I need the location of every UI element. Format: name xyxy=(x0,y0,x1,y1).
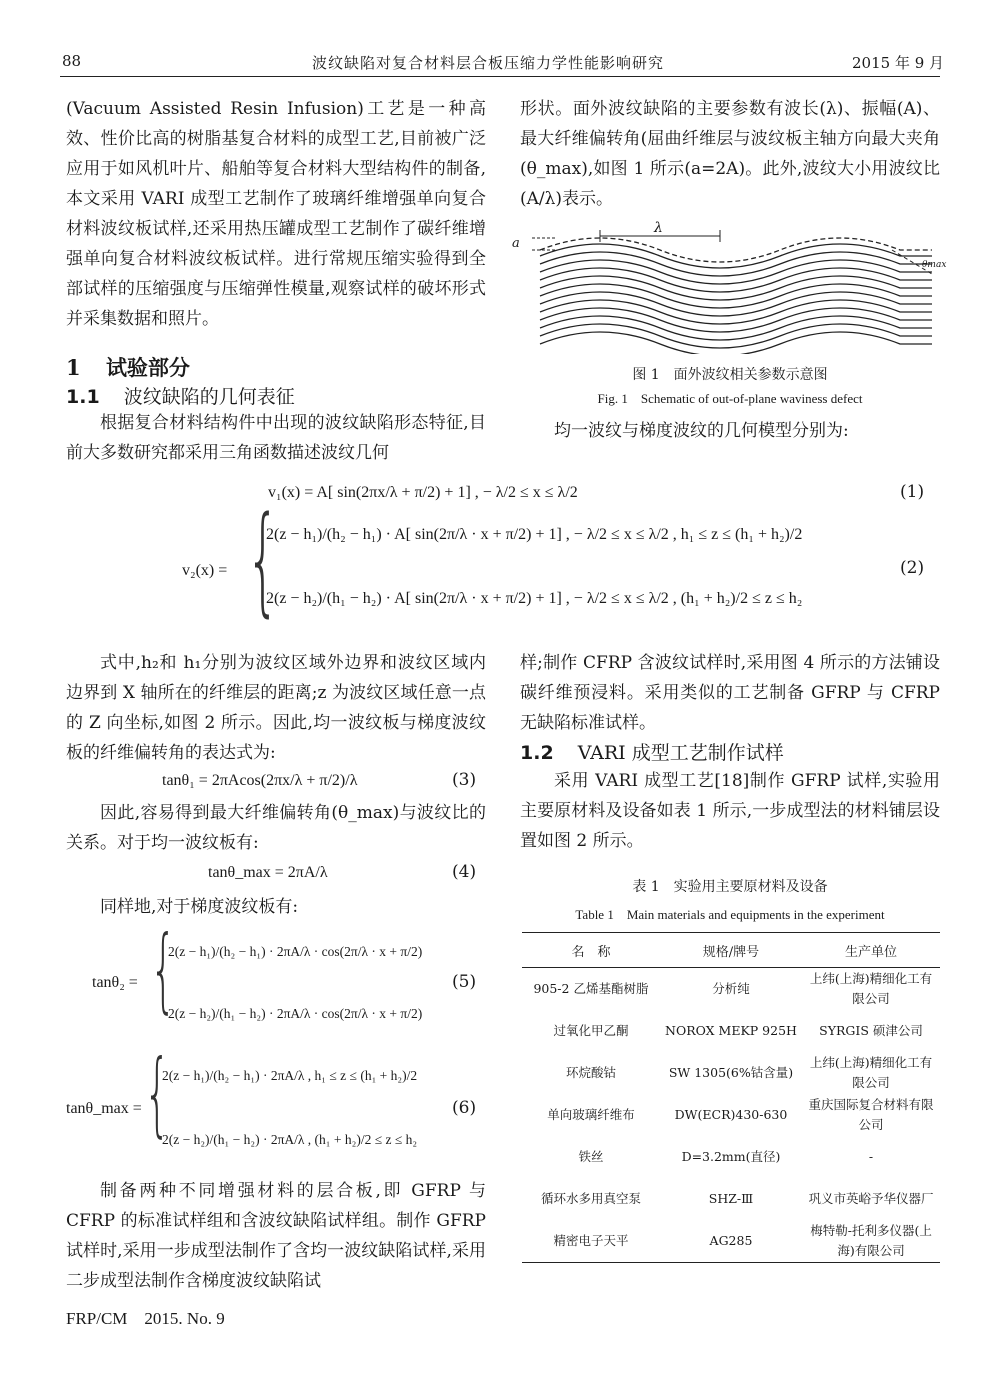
header-rule xyxy=(60,76,940,77)
table-row xyxy=(522,968,940,1011)
waviness-schematic xyxy=(512,224,947,354)
subsection-number-1-2: 1.2 xyxy=(520,742,554,764)
table-row xyxy=(522,1220,940,1263)
table-cell: 分析纯 xyxy=(712,981,750,996)
table-cell: D=3.2mm(直径) xyxy=(681,1149,781,1164)
gradient-intro-paragraph: 同样地,对于梯度波纹板有: xyxy=(100,897,299,917)
materials-table xyxy=(522,932,940,1263)
equation-6-number: (6) xyxy=(452,1098,477,1118)
cfrp-layup-paragraph: 样;制作 CFRP 含波纹试样时,采用图 4 所示的方法铺设碳纤维预浸料。采用类似的工艺制备 GFRP 与 CFRP 无缺陷标准试样。 xyxy=(520,653,940,733)
table-cell: 重庆国际复合材料有限公司 xyxy=(808,1097,934,1132)
table-cell: 单向玻璃纤维布 xyxy=(547,1107,635,1122)
table-header-row xyxy=(522,933,940,968)
a-label: a xyxy=(512,236,520,251)
equation-5-brace: { xyxy=(150,916,177,1023)
table-cell: - xyxy=(868,1149,874,1164)
figure-1-caption-en: Fig. 1 Schematic of out-of-plane waviness defect xyxy=(597,391,863,406)
equation-2-line-1: 2(z − h₁)/(h₂ − h₁) · A[ sin(2π/λ · x + π/2) + 1] , − λ/2 ≤ x ≤ λ/2 , h₁ ≤ z ≤ (h₁ + h₂)/2 xyxy=(266,526,803,543)
table-cell: 循环水多用真空泵 xyxy=(540,1191,641,1206)
table-1-caption-cn: 表 1 实验用主要原材料及设备 xyxy=(632,879,828,895)
subsection-title: 波纹缺陷的几何表征 xyxy=(123,386,295,408)
lambda-label: λ xyxy=(654,220,663,236)
table-cell: 905-2 乙烯基酯树脂 xyxy=(533,981,649,996)
table-cell: 精密电子天平 xyxy=(522,1220,660,1263)
equation-2-brace: { xyxy=(246,490,280,628)
table-cell: 巩义市英峪予华仪器厂 xyxy=(808,1191,934,1206)
max-angle-paragraph: 因此,容易得到最大纤维偏转角(θ_max)与波纹比的关系。对于均一波纹板有: xyxy=(66,803,486,853)
page-number: 88 xyxy=(62,52,82,70)
table-cell: 上纬(上海)精细化工有限公司 xyxy=(809,1055,933,1090)
figure-1-caption-cn: 图 1 面外波纹相关参数示意图 xyxy=(632,367,828,383)
table-header-name: 名 称 xyxy=(522,933,660,968)
section-title: 试验部分 xyxy=(105,355,190,380)
table-cell: 上纬(上海)精细化工有限公司 xyxy=(809,971,933,1006)
issue-date: 2015 年 9 月 xyxy=(852,54,945,72)
wavy-layer-1 xyxy=(540,238,932,262)
section-heading xyxy=(66,352,190,382)
table-header-spec: 规格/牌号 xyxy=(660,933,802,968)
table-cell: SYRGIS 硕津公司 xyxy=(819,1023,923,1038)
equation-6-line-2: 2(z − h₂)/(h₁ − h₂) · 2πA/λ , (h₁ + h₂)/2 ≤ z ≤ h₂ xyxy=(162,1132,418,1147)
equation-6-brace: { xyxy=(144,1040,171,1147)
equation-2-line-2: 2(z − h₂)/(h₁ − h₂) · A[ sin(2π/λ · x + π/2) + 1] , − λ/2 ≤ x ≤ λ/2 , (h₁ + h₂)/2 ≤ z ≤ h₂ xyxy=(266,590,803,607)
specimen-prep-paragraph: 制备两种不同增强材料的层合板,即 GFRP 与 CFRP 的标准试样组和含波纹缺陷试样组。制作 GFRP 试样时,采用一步成型法制作了含均一波纹缺陷试样,采用二步成型法制作含梯度波纹缺陷试 xyxy=(66,1181,486,1291)
equation-1-number: (1) xyxy=(900,482,925,502)
table-cell: 过氧化甲乙酮 xyxy=(553,1023,629,1038)
models-intro-paragraph: 均一波纹与梯度波纹的几何模型分别为: xyxy=(554,421,849,441)
section-number: 1 xyxy=(66,355,81,380)
waviness-params-paragraph: 形状。面外波纹缺陷的主要参数有波长(λ)、振幅(A)、最大纤维偏转角(屈曲纤维层与波纹板主轴方向最大夹角(θ_max),如图 1 所示(a=2A)。此外,波纹大小用波纹比(A/λ)表示。 xyxy=(520,99,940,209)
table-row xyxy=(522,1178,940,1220)
figure-1 xyxy=(512,220,947,354)
table-row xyxy=(522,1094,940,1136)
subsection-heading xyxy=(66,382,295,409)
table-cell: NOROX MEKP 925H xyxy=(665,1023,797,1038)
equation-3-number: (3) xyxy=(452,770,477,790)
geometry-paragraph: 根据复合材料结构件中出现的波纹缺陷形态特征,目前大多数研究都采用三角函数描述波纹几何 xyxy=(66,413,486,463)
vari-paragraph: 采用 VARI 成型工艺[18]制作 GFRP 试样,实验用主要原材料及设备如表 1 所示,一步成型法的材料铺层设置如图 2 所示。 xyxy=(520,771,940,851)
table-row xyxy=(522,1052,940,1094)
table-row xyxy=(522,1136,940,1178)
footer-journal: FRP/CM 2015. No. 9 xyxy=(66,1309,225,1328)
table-cell: AG285 xyxy=(660,1220,802,1263)
table-cell: SW 1305(6%钴含量) xyxy=(668,1065,794,1080)
theta-label: θmax xyxy=(922,260,947,270)
definitions-paragraph: 式中,h₂和 h₁分别为波纹区域外边界和波纹区域内边界到 X 轴所在的纤维层的距离;z 为波纹区域任意一点的 Z 向坐标,如图 2 所示。因此,均一波纹板与梯度波纹板的纤维偏转角的表达式为: xyxy=(66,653,486,763)
equation-5-lhs: tanθ₂ = xyxy=(92,974,138,991)
table-cell: 铁丝 xyxy=(578,1149,604,1164)
table-cell: SHZ-Ⅲ xyxy=(708,1191,754,1206)
equation-6-lhs: tanθ_max = xyxy=(66,1100,142,1117)
equation-6-line-1: 2(z − h₁)/(h₂ − h₁) · 2πA/λ , h₁ ≤ z ≤ (h₁ + h₂)/2 xyxy=(162,1068,418,1083)
equation-5-line-2: 2(z − h₂)/(h₁ − h₂) · 2πA/λ · cos(2π/λ · x + π/2) xyxy=(168,1006,423,1021)
equation-5-number: (5) xyxy=(452,972,477,992)
table-header-maker: 生产单位 xyxy=(802,933,940,968)
running-title: 波纹缺陷对复合材料层合板压缩力学性能影响研究 xyxy=(312,54,665,72)
table-row xyxy=(522,1010,940,1052)
equation-5-line-1: 2(z − h₁)/(h₂ − h₁) · 2πA/λ · cos(2π/λ · x + π/2) xyxy=(168,944,423,959)
wavy-layer-13 xyxy=(540,332,932,354)
equation-4-number: (4) xyxy=(452,862,477,882)
equation-2-lhs: v₂(x) = xyxy=(182,562,228,579)
equation-1: v₁(x) = A[ sin(2πx/λ + π/2) + 1] , − λ/2 ≤ x ≤ λ/2 xyxy=(268,484,578,501)
table-cell: DW(ECR)430-630 xyxy=(674,1107,788,1122)
table-cell: 梅特勒-托利多仪器(上海)有限公司 xyxy=(802,1220,940,1263)
equation-2-number: (2) xyxy=(900,558,925,578)
subsection-number: 1.1 xyxy=(66,386,100,408)
table-cell: 环烷酸钴 xyxy=(565,1065,616,1080)
subsection-heading-1-2 xyxy=(520,738,784,765)
equation-3: tanθ₁ = 2πAcos(2πx/λ + π/2)/λ xyxy=(162,772,358,789)
subsection-title-1-2: VARI 成型工艺制作试样 xyxy=(577,742,784,764)
table-1-caption-en: Table 1 Main materials and equipments in the experiment xyxy=(575,907,885,922)
intro-paragraph: (Vacuum Assisted Resin Infusion)工艺是一种高效、性价比高的树脂基复合材料的成型工艺,目前被广泛应用于如风机叶片、船舶等复合材料大型结构件的制备,本文采用 VARI 成型工艺制作了玻璃纤维增强单向复合材料波纹板试样,还采用热压罐成型工艺制作了碳纤维增强单向复合材料波纹板试样。进行常规压缩实验得到全部试样的压缩强度与压缩弹性模量,观察试样的破坏形式并采集数据和照片。 xyxy=(66,99,486,329)
equation-4: tanθ_max = 2πA/λ xyxy=(208,864,328,881)
